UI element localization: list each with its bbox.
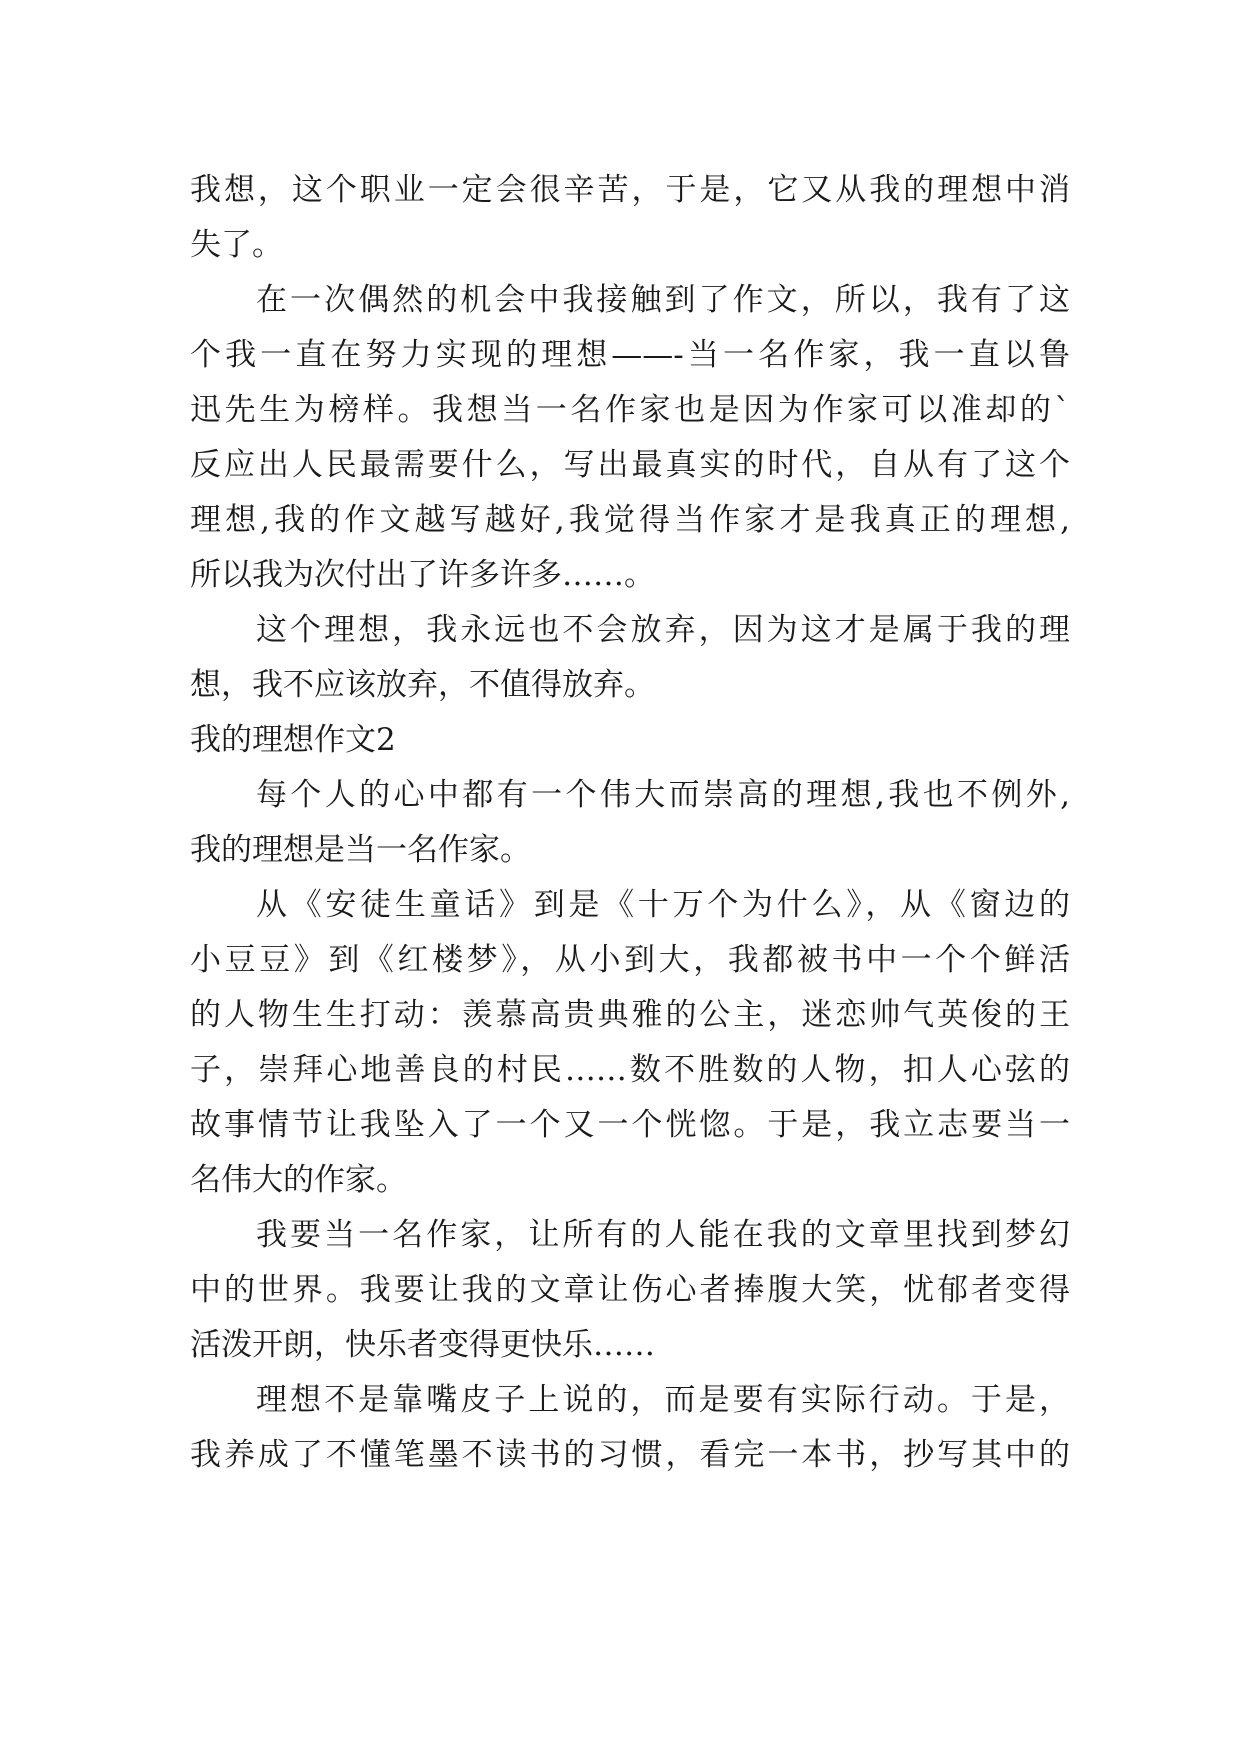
body-text-line: 所以我为次付出了许多许多……。 [190,557,655,593]
body-text-line: 我养成了不懂笔墨不读书的习惯，看完一本书，抄写其中的 [190,1437,1070,1473]
paragraph-first-line: 每个人的心中都有一个伟大而崇高的理想,我也不例外, [256,777,1070,813]
body-text-line: 活泼开朗，快乐者变得更快乐…… [190,1327,655,1363]
section-heading: 我的理想作文2 [190,722,396,758]
body-text-line: 个我一直在努力实现的理想——-当一名作家，我一直以鲁 [190,337,1070,373]
body-text-line: 名伟大的作家。 [190,1162,407,1198]
body-text-line: 的人物生生打动：羡慕高贵典雅的公主，迷恋帅气英俊的王 [190,997,1070,1033]
paragraph-first-line: 在一次偶然的机会中我接触到了作文，所以，我有了这 [256,282,1070,318]
body-text-line: 理想,我的作文越写越好,我觉得当作家才是我真正的理想, [190,502,1070,538]
body-text-line: 失了。 [190,227,283,263]
body-text-line: 子，崇拜心地善良的村民……数不胜数的人物，扣人心弦的 [190,1052,1070,1088]
body-text-line: 故事情节让我坠入了一个又一个恍惚。于是，我立志要当一 [190,1107,1070,1143]
paragraph-first-line: 我要当一名作家，让所有的人能在我的文章里找到梦幻 [256,1217,1070,1253]
body-text-line: 迅先生为榜样。我想当一名作家也是因为作家可以准却的` [190,392,1070,428]
body-text-line: 我的理想是当一名作家。 [190,832,531,868]
body-text-line: 反应出人民最需要什么，写出最真实的时代，自从有了这个 [190,447,1070,483]
body-text-line: 想，我不应该放弃，不值得放弃。 [190,667,655,703]
body-text-line: 中的世界。我要让我的文章让伤心者捧腹大笑，忧郁者变得 [190,1272,1070,1308]
paragraph-first-line: 从《安徒生童话》到是《十万个为什么》，从《窗边的 [256,887,1070,923]
body-text-line: 我想，这个职业一定会很辛苦，于是，它又从我的理想中消 [190,172,1070,208]
paragraph-first-line: 这个理想，我永远也不会放弃，因为这才是属于我的理 [256,612,1070,648]
paragraph-first-line: 理想不是靠嘴皮子上说的，而是要有实际行动。于是， [256,1382,1070,1418]
body-text-line: 小豆豆》到《红楼梦》，从小到大，我都被书中一个个鲜活 [190,942,1070,978]
